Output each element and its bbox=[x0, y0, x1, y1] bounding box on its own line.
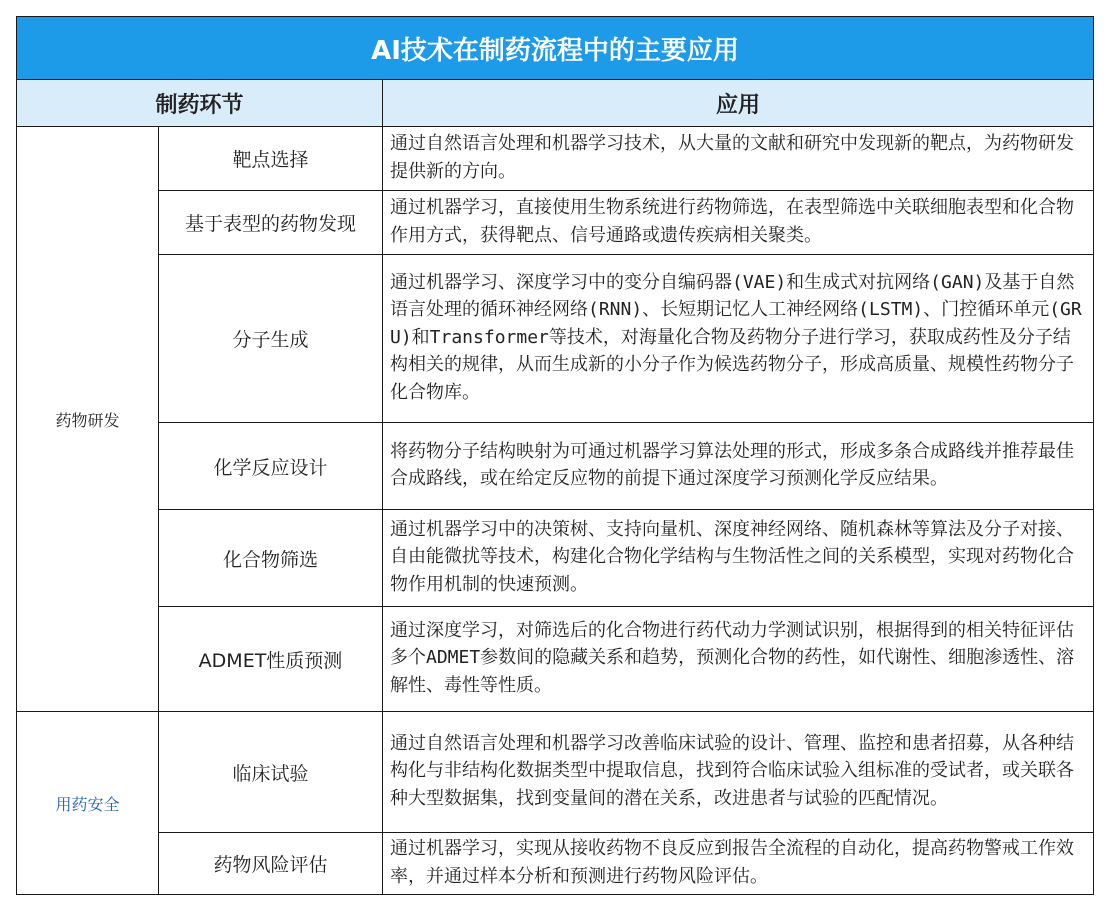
table-row bbox=[17, 833, 1094, 895]
step-target-selection: 靶点选择 bbox=[159, 127, 383, 191]
application-text: 通过机器学习中的决策树、支持向量机、深度神经网络、随机森林等算法及分子对接、自由能微扰等技术，构建化合物化学结构与生物活性之间的关系模型，实现对药物化合物作用机制的快速预测。 bbox=[383, 510, 1094, 607]
step-clinical-trials: 临床试验 bbox=[159, 712, 383, 833]
table-row bbox=[17, 191, 1094, 255]
step-admet-prediction: ADMET性质预测 bbox=[159, 607, 383, 712]
application-text: 通过自然语言处理和机器学习改善临床试验的设计、管理、监控和患者招募，从各种结构化与非结构化数据类型中提取信息，找到符合临床试验入组标准的受试者，或关联各种大型数据集，找到变量间的潜在关系，改进患者与试验的匹配情况。 bbox=[383, 712, 1094, 833]
table-title: AI技术在制药流程中的主要应用 bbox=[17, 17, 1094, 80]
header-stage: 制药环节 bbox=[17, 80, 383, 127]
application-text: 通过机器学习、深度学习中的变分自编码器(VAE)和生成式对抗网络(GAN)及基于自然语言处理的循环神经网络(RNN)、长短期记忆人工神经网络(LSTM)、门控循环单元(GRU)和Transformer等技术，对海量化合物及药物分子进行学习，获取成药性及分子结构相关的规律，从而生成新的小分子作为候选药物分子，形成高质量、规模性药物分子化合物库。 bbox=[383, 255, 1094, 423]
step-molecule-generation: 分子生成 bbox=[159, 255, 383, 423]
table-row bbox=[17, 510, 1094, 607]
application-text: 通过深度学习，对筛选后的化合物进行药代动力学测试识别，根据得到的相关特征评估多个ADMET参数间的隐藏关系和趋势，预测化合物的药性，如代谢性、细胞渗透性、溶解性、毒性等性质。 bbox=[383, 607, 1094, 712]
phase-drug-safety: 用药安全 bbox=[17, 712, 159, 895]
table-row bbox=[17, 712, 1094, 833]
header-application: 应用 bbox=[383, 80, 1094, 127]
application-text: 通过机器学习，直接使用生物系统进行药物筛选，在表型筛选中关联细胞表型和化合物作用方式，获得靶点、信号通路或遗传疾病相关聚类。 bbox=[383, 191, 1094, 255]
phase-drug-rd: 药物研发 bbox=[17, 127, 159, 712]
application-text: 将药物分子结构映射为可通过机器学习算法处理的形式，形成多条合成路线并推荐最佳合成路线，或在给定反应物的前提下通过深度学习预测化学反应结果。 bbox=[383, 423, 1094, 510]
step-compound-screening: 化合物筛选 bbox=[159, 510, 383, 607]
application-text: 通过机器学习，实现从接收药物不良反应到报告全流程的自动化，提高药物警戒工作效率，并通过样本分析和预测进行药物风险评估。 bbox=[383, 833, 1094, 895]
step-risk-assessment: 药物风险评估 bbox=[159, 833, 383, 895]
table-row bbox=[17, 607, 1094, 712]
application-text: 通过自然语言处理和机器学习技术，从大量的文献和研究中发现新的靶点，为药物研发提供新的方向。 bbox=[383, 127, 1094, 191]
step-reaction-design: 化学反应设计 bbox=[159, 423, 383, 510]
ai-pharma-table bbox=[16, 16, 1094, 895]
table-row bbox=[17, 423, 1094, 510]
table-row bbox=[17, 127, 1094, 191]
step-phenotypic-discovery: 基于表型的药物发现 bbox=[159, 191, 383, 255]
table-row bbox=[17, 255, 1094, 423]
